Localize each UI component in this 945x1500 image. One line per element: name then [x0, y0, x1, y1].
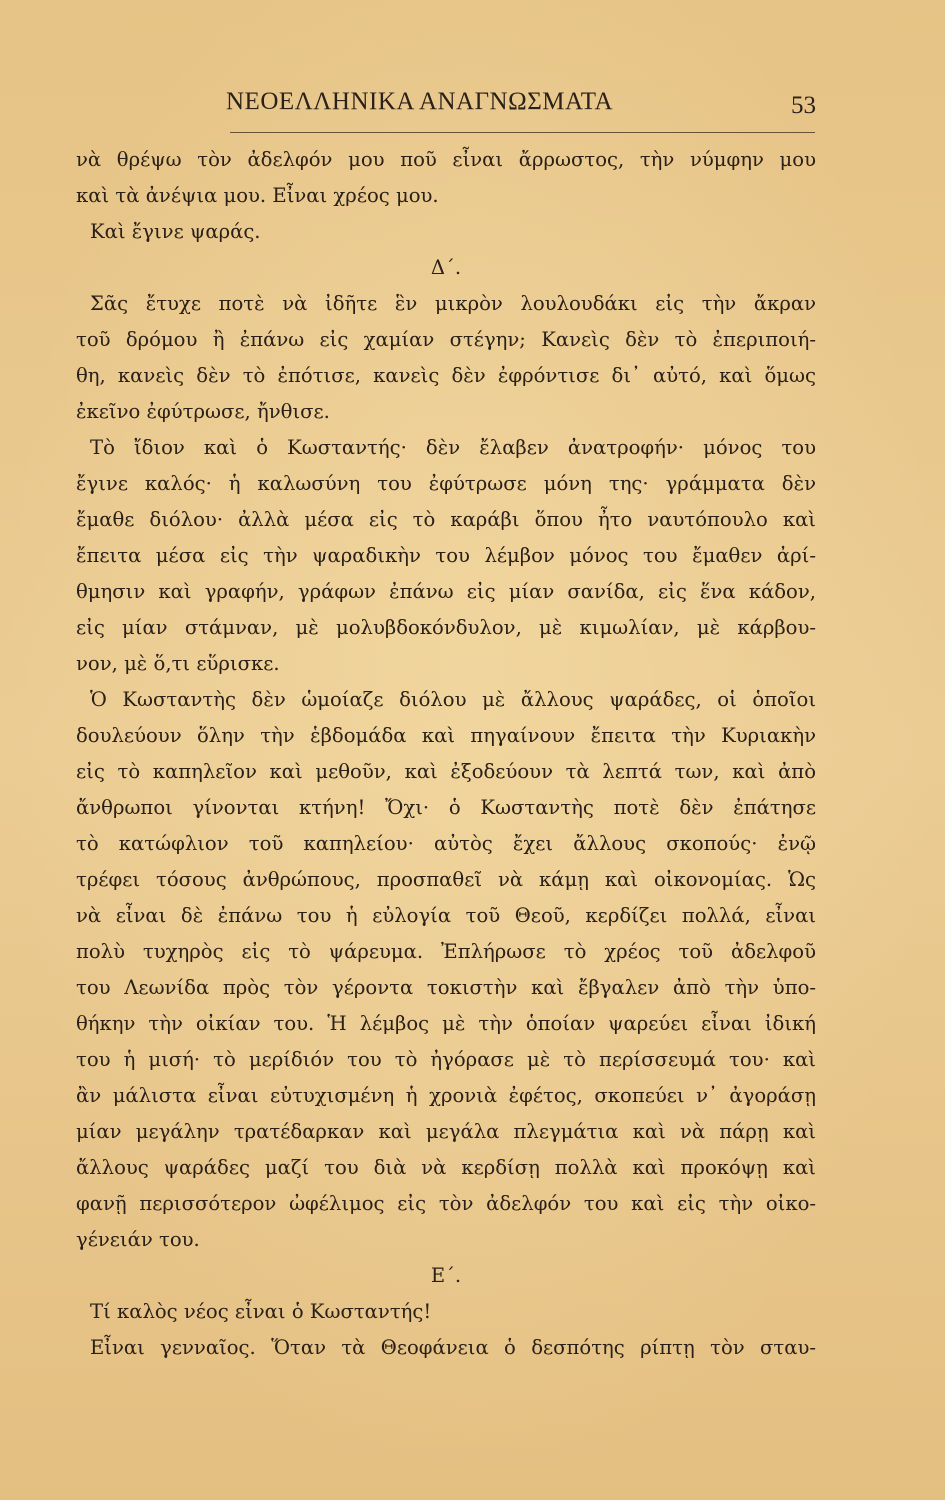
text-line: του Λεωνίδα πρὸς τὸν γέροντα τοκιστὴν καὶ ἔβγαλεν ἀπὸ τὴν ὑπο- — [76, 976, 816, 999]
text-line: ἔγινε καλός· ἡ καλωσύνη του ἐφύτρωσε μόνη της· γράμματα δὲν — [76, 472, 816, 495]
page-number: 53 — [791, 92, 816, 119]
text-line: δουλεύουν ὅλην τὴν ἑβδομάδα καὶ πηγαίνουν ἔπειτα τὴν Κυριακὴν — [76, 724, 816, 747]
text-line: Σᾶς ἔτυχε ποτὲ νὰ ἰδῆτε ἓν μικρὸν λουλουδάκι εἰς τὴν ἄκραν — [90, 292, 816, 315]
text-line: Τὸ ἴδιον καὶ ὁ Κωσταντής· δὲν ἔλαβεν ἀνατροφήν· μόνος του — [90, 436, 816, 459]
text-line: τρέφει τόσους ἀνθρώπους, προσπαθεῖ νὰ κάμῃ καὶ οἰκονομίας. Ὡς — [76, 868, 816, 891]
text-line: νὰ θρέψω τὸν ἀδελφόν μου ποῦ εἶναι ἄρρωστος, τὴν νύμφην μου — [76, 148, 816, 171]
body-text — [76, 142, 816, 1366]
text-line: θήκην τὴν οἰκίαν του. Ἡ λέμβος μὲ τὴν ὁποίαν ψαρεύει εἶναι ἰδική — [76, 1012, 816, 1035]
text-line: Εἶναι γενναῖος. Ὅταν τὰ Θεοφάνεια ὁ δεσπότης ρίπτῃ τὸν σταυ- — [90, 1336, 816, 1359]
section-heading: Ε΄. — [430, 1264, 462, 1287]
text-line: νον, μὲ ὅ,τι εὕρισκε. — [76, 652, 280, 675]
text-line: τοῦ δρόμου ἢ ἐπάνω εἰς χαμίαν στέγην; Κανεὶς δὲν τὸ ἐπεριποιή- — [76, 328, 816, 351]
text-line: θμησιν καὶ γραφήν, γράφων ἐπάνω εἰς μίαν σανίδα, εἰς ἕνα κάδον, — [76, 580, 816, 603]
page-header — [76, 88, 816, 128]
text-line: Ὁ Κωσταντὴς δὲν ὡμοίαζε διόλου μὲ ἄλλους ψαράδες, οἱ ὁποῖοι — [90, 688, 816, 711]
text-line: πολὺ τυχηρὸς εἰς τὸ ψάρευμα. Ἐπλήρωσε τὸ χρέος τοῦ ἀδελφοῦ — [76, 940, 816, 963]
text-line: ἔμαθε διόλου· ἀλλὰ μέσα εἰς τὸ καράβι ὅπου ἦτο ναυτόπουλο καὶ — [76, 508, 816, 531]
text-line: καὶ τὰ ἀνέψια μου. Εἶναι χρέος μου. — [76, 184, 439, 207]
text-line: ἔπειτα μέσα εἰς τὴν ψαραδικὴν του λέμβον μόνος του ἔμαθεν ἀρί- — [76, 544, 816, 567]
text-line: ἄλλους ψαράδες μαζί του διὰ νὰ κερδίσῃ πολλὰ καὶ προκόψῃ καὶ — [76, 1156, 816, 1179]
text-line: μίαν μεγάλην τρατέδαρκαν καὶ μεγάλα πλεγμάτια καὶ νὰ πάρῃ καὶ — [76, 1120, 816, 1143]
text-line: ἂν μάλιστα εἶναι εὐτυχισμένη ἡ χρονιὰ ἐφέτος, σκοπεύει ν᾽ ἀγοράσῃ — [76, 1084, 816, 1107]
text-line: εἰς τὸ καπηλεῖον καὶ μεθοῦν, καὶ ἐξοδεύουν τὰ λεπτά των, καὶ ἀπὸ — [76, 760, 816, 783]
text-line: νὰ εἶναι δὲ ἐπάνω του ἡ εὐλογία τοῦ Θεοῦ, κερδίζει πολλά, εἶναι — [76, 904, 816, 927]
text-line: φανῇ περισσότερον ὠφέλιμος εἰς τὸν ἀδελφόν του καὶ εἰς τὴν οἰκο- — [76, 1192, 816, 1215]
header-rule — [230, 132, 815, 133]
text-line: τὸ κατώφλιον τοῦ καπηλείου· αὐτὸς ἔχει ἄλλους σκοπούς· ἐνῷ — [76, 832, 816, 855]
text-line: ἐκεῖνο ἐφύτρωσε, ἤνθισε. — [76, 400, 330, 423]
text-line: Τί καλὸς νέος εἶναι ὁ Κωσταντής! — [90, 1300, 432, 1323]
text-line: θη, κανεὶς δὲν τὸ ἐπότισε, κανεὶς δὲν ἐφρόντισε δι᾽ αὐτό, καὶ ὅμως — [76, 364, 816, 387]
text-line: γένειάν του. — [76, 1228, 200, 1251]
text-line: εἰς μίαν στάμναν, μὲ μολυβδοκόνδυλον, μὲ κιμωλίαν, μὲ κάρβου- — [76, 616, 816, 639]
running-title: ΝΕΟΕΛΛΗΝΙΚΑ ΑΝΑΓΝΩΣΜΑΤΑ — [226, 88, 614, 115]
section-heading: Δ΄. — [430, 256, 462, 279]
text-line: ἄνθρωποι γίνονται κτήνη! Ὄχι· ὁ Κωσταντὴς ποτὲ δὲν ἐπάτησε — [76, 796, 816, 819]
text-line: Καὶ ἔγινε ψαράς. — [90, 220, 261, 243]
text-line: του ἡ μισή· τὸ μερίδιόν του τὸ ἠγόρασε μὲ τὸ περίσσευμά του· καὶ — [76, 1048, 816, 1071]
